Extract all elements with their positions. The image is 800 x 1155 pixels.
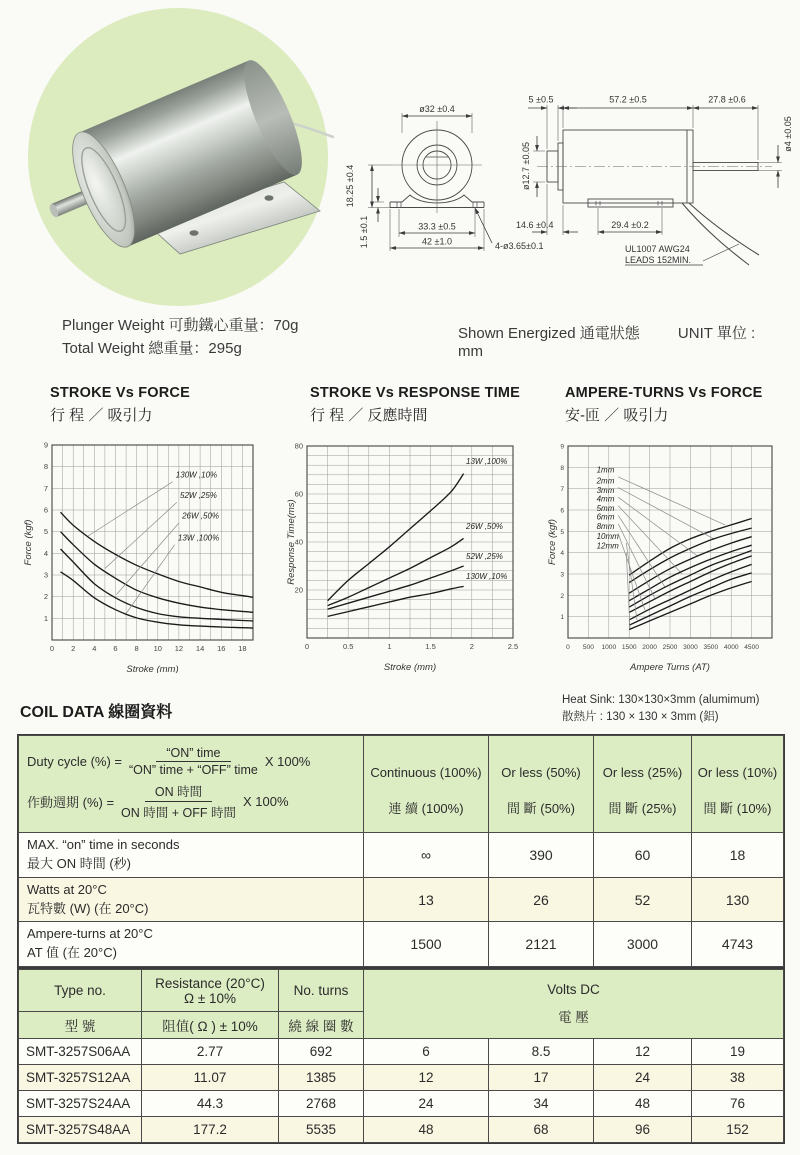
svg-text:1mm: 1mm: [596, 465, 615, 475]
svg-text:80: 80: [294, 441, 303, 451]
duty-cycle-header-row: [19, 736, 784, 833]
svg-text:0: 0: [304, 642, 310, 651]
cell-type: SMT-3257S24AA: [19, 1091, 142, 1117]
cell-volts: 68: [489, 1117, 594, 1143]
cell-volts: 12: [594, 1039, 692, 1065]
dim-d572: 57.2 ±0.5: [609, 94, 647, 105]
header-no-turns: No. turns: [279, 970, 364, 1012]
dim-d146: 14.6 ±0.4: [516, 220, 554, 230]
spec-row-s06: [19, 1039, 784, 1065]
duty-col-25: [594, 736, 692, 833]
svg-text:16: 16: [217, 644, 226, 653]
svg-text:3: 3: [43, 570, 48, 580]
duty-fraction-en: [129, 746, 258, 777]
svg-text:10mm: 10mm: [596, 531, 619, 541]
duty-cycle-formula-cell: [19, 736, 364, 833]
row-label: [19, 877, 364, 922]
duty-denominator-en: “ON” time + “OFF” time: [129, 762, 258, 777]
cell-volts: 6: [364, 1039, 489, 1065]
chart-title: STROKE Vs FORCE: [50, 385, 190, 401]
cell-value: 13: [364, 877, 489, 922]
dim-d32: ø32 ±0.4: [419, 104, 455, 114]
duty-col-continuous: [364, 736, 489, 833]
svg-text:Stroke (mm): Stroke (mm): [126, 664, 179, 673]
heatsink-note: [562, 692, 760, 725]
lead-spec-line2: LEADS 152MIN.: [625, 255, 692, 265]
svg-text:8: 8: [134, 644, 139, 653]
dim-d1825: 18.25 ±0.4: [345, 164, 355, 208]
cell-value: 130: [692, 877, 784, 922]
svg-text:2000: 2000: [642, 644, 657, 651]
unit-text: UNIT 單位 : mm: [458, 325, 756, 360]
svg-text:40: 40: [294, 537, 303, 547]
header-resistance: [142, 970, 279, 1012]
svg-text:3000: 3000: [683, 644, 698, 651]
svg-text:2: 2: [71, 644, 76, 653]
duty-mult-zh: X 100%: [242, 793, 289, 809]
svg-text:52W ,25%: 52W ,25%: [180, 491, 217, 501]
row-label-zh: 最大 ON 時間 (秒): [27, 855, 131, 871]
header-volts-en: Volts DC: [547, 982, 600, 998]
col-header-zh: 間 斷 (25%): [608, 801, 677, 816]
dim-d127: ø12.7 ±0.05: [521, 142, 531, 190]
coil-data-table: [18, 735, 784, 967]
chart-title-zh: 安-匝 ／ 吸引力: [565, 407, 669, 424]
cell-type: SMT-3257S12AA: [19, 1065, 142, 1091]
chart-ampere-turns-vs-force: [545, 385, 800, 673]
dim-d278: 27.8 ±0.6: [708, 94, 746, 105]
svg-text:2: 2: [469, 642, 474, 651]
svg-text:2.5: 2.5: [507, 642, 519, 651]
cell-value: 390: [489, 833, 594, 878]
col-header-en: Or less (25%): [602, 765, 683, 780]
svg-text:7: 7: [43, 483, 48, 493]
spec-row-s48: [19, 1117, 784, 1143]
svg-text:1000: 1000: [601, 644, 617, 651]
cell-volts: 152: [692, 1117, 784, 1143]
svg-text:26W ,50%: 26W ,50%: [466, 521, 503, 531]
svg-text:26W ,50%: 26W ,50%: [182, 511, 220, 521]
cell-resistance: 2.77: [142, 1039, 279, 1065]
svg-text:2mm: 2mm: [596, 476, 615, 486]
bracket-screw: [190, 230, 199, 236]
cell-turns: 2768: [279, 1091, 364, 1117]
svg-text:Ampere Turns (AT): Ampere Turns (AT): [630, 662, 710, 673]
svg-text:2: 2: [560, 592, 564, 600]
duty-numerator-zh: ON 時間: [145, 782, 212, 802]
coil-data-heading: COIL DATA 線圈資料: [20, 704, 173, 721]
ampere-force-plot: [545, 437, 800, 673]
cell-type: SMT-3257S48AA: [19, 1117, 142, 1143]
svg-text:60: 60: [294, 489, 303, 499]
table-row-ampere-turns: [19, 922, 784, 967]
cell-resistance: 177.2: [142, 1117, 279, 1143]
col-header-en: Continuous (100%): [370, 765, 482, 780]
svg-text:9: 9: [560, 443, 564, 451]
chart-stroke-vs-force: [20, 385, 278, 673]
cell-value: 4743: [692, 922, 784, 967]
cell-value: 2121: [489, 922, 594, 967]
svg-text:13W ,100%: 13W ,100%: [177, 533, 220, 543]
row-label: [19, 922, 364, 967]
svg-text:4000: 4000: [723, 644, 739, 651]
duty-mult-en: X 100%: [264, 753, 311, 769]
row-label-en: Ampere-turns at 20°C: [27, 926, 153, 942]
svg-text:1500: 1500: [621, 644, 637, 651]
cell-turns: 1385: [279, 1065, 364, 1091]
svg-text:3: 3: [560, 571, 564, 579]
chart-title: STROKE Vs RESPONSE TIME: [310, 385, 521, 401]
svg-text:Stroke (mm): Stroke (mm): [383, 662, 437, 673]
stroke-force-plot: [20, 437, 278, 673]
cell-value: 52: [594, 877, 692, 922]
cell-type: SMT-3257S06AA: [19, 1039, 142, 1065]
header-no-turns-zh: 繞 線 圈 數: [279, 1012, 364, 1039]
row-label-en: Watts at 20°C: [27, 881, 107, 897]
svg-text:130W ,10%: 130W ,10%: [466, 572, 508, 582]
chart-stroke-vs-response-time: [285, 385, 543, 673]
svg-text:0: 0: [566, 644, 570, 651]
lead-spec-line1: UL1007 AWG24: [625, 244, 690, 254]
svg-text:1.5: 1.5: [425, 642, 436, 651]
spec-header-row-en: [19, 970, 784, 1012]
svg-text:3mm: 3mm: [596, 485, 615, 495]
col-header-en: Or less (50%): [501, 765, 581, 780]
spec-table: [18, 969, 784, 1143]
dim-d294: 29.4 ±0.2: [611, 220, 649, 230]
svg-text:4: 4: [43, 548, 48, 558]
coil-data-section: [18, 735, 785, 1143]
header-volts-zh: 電 壓: [558, 1010, 589, 1026]
svg-text:6: 6: [113, 644, 118, 653]
svg-text:8: 8: [43, 462, 48, 472]
svg-text:13W ,100%: 13W ,100%: [466, 457, 508, 466]
cell-turns: 692: [279, 1039, 364, 1065]
svg-text:1: 1: [560, 614, 564, 622]
svg-text:6mm: 6mm: [596, 512, 615, 522]
dim-holes: 4-ø3.65±0.1: [495, 241, 544, 251]
duty-col-50: [489, 736, 594, 833]
svg-text:1: 1: [387, 642, 392, 651]
svg-text:5: 5: [43, 527, 48, 537]
spec-row-s24: [19, 1091, 784, 1117]
table-row-watts: [19, 877, 784, 922]
svg-text:14: 14: [195, 644, 205, 653]
header-resistance-line1: Resistance (20°C): [155, 975, 265, 991]
duty-label-zh: 作動週期 (%) =: [27, 794, 115, 810]
energized-unit-line: [458, 322, 800, 360]
svg-text:4mm: 4mm: [596, 494, 615, 504]
row-label-en: MAX. “on” time in seconds: [27, 837, 180, 852]
cell-volts: 48: [594, 1091, 692, 1117]
svg-text:Force (kgf): Force (kgf): [547, 519, 558, 565]
svg-text:4500: 4500: [744, 644, 759, 651]
header-resistance-zh: 阻值( Ω ) ± 10%: [142, 1012, 279, 1039]
svg-text:500: 500: [582, 644, 594, 651]
bracket-screw: [265, 195, 274, 201]
end-view: [390, 121, 484, 213]
dimension-drawing: [340, 85, 800, 295]
svg-text:130W ,10%: 130W ,10%: [175, 470, 218, 480]
cell-volts: 24: [594, 1065, 692, 1091]
svg-text:52W ,25%: 52W ,25%: [466, 551, 503, 561]
svg-text:2500: 2500: [662, 644, 678, 651]
cell-value: 18: [692, 833, 784, 878]
duty-fraction-zh: [121, 782, 236, 821]
header-resistance-line2: Ω ± 10%: [183, 990, 237, 1006]
side-view-dim-lines: [528, 108, 778, 265]
weight-info: [62, 314, 298, 361]
total-weight-text: Total Weight 總重量：295g: [62, 340, 242, 358]
chart-title-zh: 行 程 ／ 吸引力: [50, 407, 153, 424]
svg-text:3500: 3500: [703, 644, 719, 651]
heatsink-note-en: Heat Sink: 130×130×3mm (alumimum): [562, 694, 760, 706]
chart-title-zh: 行 程 ／ 反應時間: [310, 407, 428, 424]
dim-d333: 33.3 ±0.5: [418, 221, 456, 232]
side-view-extension-lines: [533, 105, 782, 235]
header-volts-dc: [364, 970, 784, 1039]
svg-text:Response Time(ms): Response Time(ms): [286, 499, 297, 585]
svg-text:1: 1: [43, 613, 48, 623]
row-label: [19, 833, 364, 878]
cell-volts: 34: [489, 1091, 594, 1117]
svg-text:0: 0: [49, 644, 55, 653]
col-header-zh: 連 續 (100%): [388, 801, 464, 816]
duty-label-en: Duty cycle (%) =: [27, 753, 122, 769]
plunger-weight-text: Plunger Weight 可動鐵心重量：70g: [62, 317, 299, 334]
svg-text:0.5: 0.5: [342, 642, 354, 651]
cell-volts: 48: [364, 1117, 489, 1143]
cell-volts: 17: [489, 1065, 594, 1091]
svg-text:Force (kgf): Force (kgf): [23, 519, 34, 566]
cell-turns: 5535: [279, 1117, 364, 1143]
duty-formula-en: [27, 746, 357, 777]
product-photo: [22, 2, 334, 308]
cell-volts: 38: [692, 1065, 784, 1091]
duty-formula-zh: [27, 782, 357, 821]
col-header-zh: 間 斷 (10%): [703, 801, 772, 816]
duty-denominator-zh: ON 時間 + OFF 時間: [121, 805, 236, 820]
cell-volts: 8.5: [489, 1039, 594, 1065]
row-label-zh: AT 值 (在 20°C): [27, 945, 117, 961]
dim-d15: 1.5 ±0.1: [359, 215, 369, 249]
svg-text:7: 7: [560, 486, 564, 494]
cell-volts: 12: [364, 1065, 489, 1091]
svg-text:6: 6: [560, 507, 564, 515]
svg-text:2: 2: [43, 592, 48, 602]
cell-resistance: 44.3: [142, 1091, 279, 1117]
shown-energized-text: Shown Energized 通電狀態: [458, 325, 640, 342]
svg-text:4: 4: [560, 550, 564, 558]
cell-value: 3000: [594, 922, 692, 967]
cell-volts: 19: [692, 1039, 784, 1065]
svg-text:18: 18: [238, 644, 247, 653]
svg-text:6: 6: [43, 505, 48, 515]
svg-text:9: 9: [43, 440, 48, 450]
cell-value: ∞: [364, 833, 489, 878]
col-header-en: Or less (10%): [697, 765, 778, 780]
header-type-no-zh: 型 號: [19, 1012, 142, 1039]
svg-text:12mm: 12mm: [596, 541, 619, 551]
chart-title: AMPERE-TURNS Vs FORCE: [565, 385, 763, 401]
dim-d5: 5 ±0.5: [528, 94, 554, 105]
dim-d4: ø4 ±0.05: [783, 116, 793, 152]
cell-value: 1500: [364, 922, 489, 967]
header-type-no: Type no.: [19, 970, 142, 1012]
svg-text:5mm: 5mm: [596, 504, 615, 514]
svg-text:10: 10: [153, 644, 162, 653]
cell-volts: 96: [594, 1117, 692, 1143]
cell-value: 26: [489, 877, 594, 922]
heatsink-note-zh: 散熱片 : 130 × 130 × 3mm (鋁): [562, 710, 719, 723]
dim-d42: 42 ±1.0: [422, 236, 452, 247]
svg-text:12: 12: [174, 644, 184, 653]
svg-text:5: 5: [560, 528, 564, 536]
duty-col-10: [692, 736, 784, 833]
row-label-zh: 瓦特數 (W) (在 20°C): [27, 900, 149, 916]
cell-resistance: 11.07: [142, 1065, 279, 1091]
svg-text:8mm: 8mm: [596, 522, 615, 532]
stroke-response-plot: [285, 437, 543, 673]
col-header-zh: 間 斷 (50%): [507, 801, 575, 816]
cell-volts: 76: [692, 1091, 784, 1117]
dimension-labels: [345, 95, 793, 266]
spec-row-s12: [19, 1065, 784, 1091]
cell-value: 60: [594, 833, 692, 878]
table-row-max-on-time: [19, 833, 784, 878]
svg-text:8: 8: [560, 464, 564, 472]
svg-text:4: 4: [92, 644, 97, 653]
duty-numerator-en: “ON” time: [156, 746, 230, 762]
svg-text:20: 20: [294, 585, 303, 595]
cell-volts: 24: [364, 1091, 489, 1117]
